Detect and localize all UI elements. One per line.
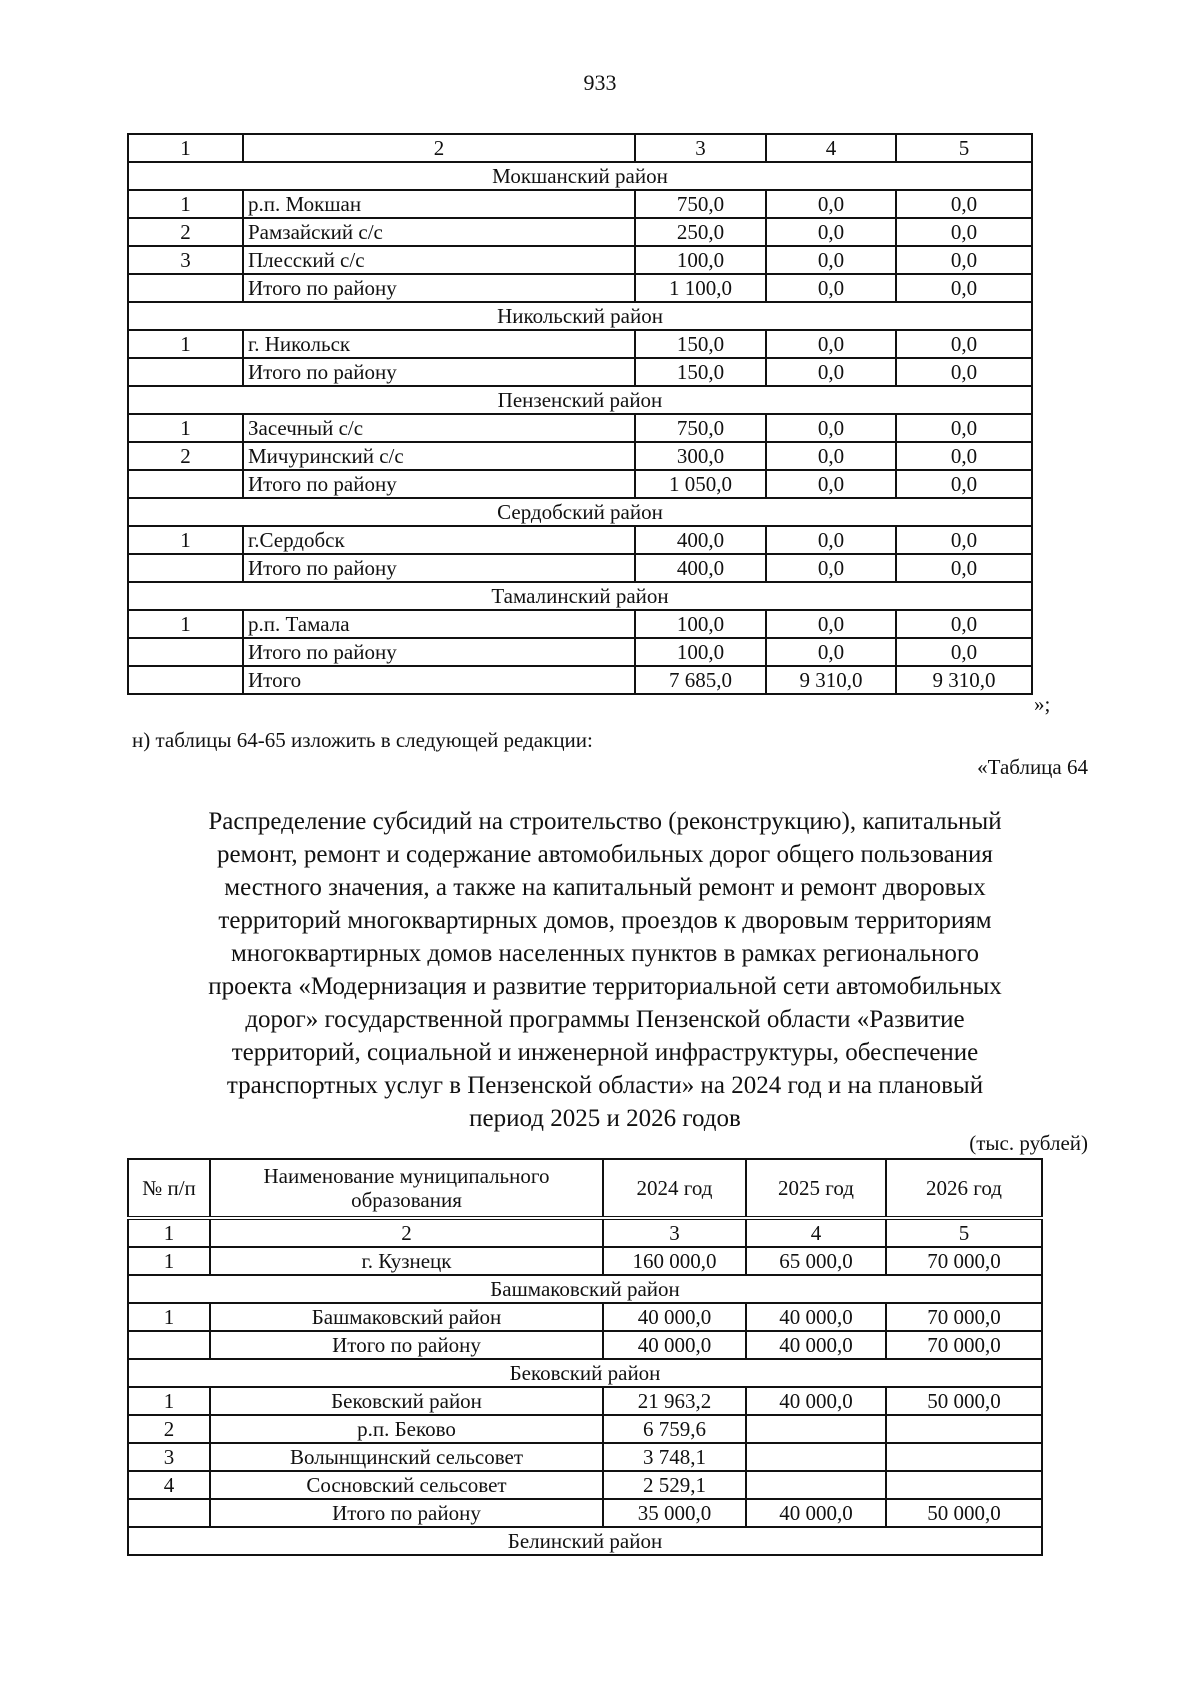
- row-number-cell: [128, 358, 243, 386]
- table-row: [128, 442, 1032, 470]
- table-row: [128, 1499, 1042, 1527]
- table-row: [128, 1387, 1042, 1415]
- row-number-cell: 2: [128, 442, 243, 470]
- municipality-cell: Итого по району: [243, 274, 635, 302]
- value-cell-2024: 400,0: [635, 526, 766, 554]
- value-cell-2026: [886, 1415, 1042, 1443]
- title-line: дорог» государственной программы Пензенской области «Развитие: [245, 1006, 965, 1033]
- value-cell-2024: 100,0: [635, 638, 766, 666]
- row-number-cell: [128, 274, 243, 302]
- municipality-cell: Итого по району: [210, 1331, 603, 1359]
- region-row: [128, 582, 1032, 610]
- value-cell-2025: 40 000,0: [746, 1303, 886, 1331]
- column-header-cell: Наименование муниципального образования: [210, 1159, 603, 1218]
- municipality-cell: Засечный с/с: [243, 414, 635, 442]
- row-number-cell: 1: [128, 610, 243, 638]
- value-cell-2025: 0,0: [766, 218, 896, 246]
- table-row: [128, 638, 1032, 666]
- table-64: [127, 1158, 1043, 1556]
- row-number-cell: 3: [128, 1443, 210, 1471]
- header-row: [128, 134, 1032, 162]
- value-cell-2025: 40 000,0: [746, 1331, 886, 1359]
- value-cell-2024: 1 050,0: [635, 470, 766, 498]
- municipality-cell: Итого по району: [210, 1499, 603, 1527]
- region-heading: Тамалинский район: [128, 582, 1032, 610]
- region-heading: Сердобский район: [128, 498, 1032, 526]
- table-row: [128, 610, 1032, 638]
- value-cell-2026: 0,0: [896, 414, 1032, 442]
- value-cell-2025: 0,0: [766, 330, 896, 358]
- region-heading: Башмаковский район: [128, 1275, 1042, 1303]
- municipality-cell: г. Никольск: [243, 330, 635, 358]
- row-number-cell: 3: [128, 246, 243, 274]
- value-cell-2026: 0,0: [896, 638, 1032, 666]
- value-cell-2025: 40 000,0: [746, 1387, 886, 1415]
- title-line: территорий многоквартирных домов, проездов к дворовым территориям: [218, 907, 992, 934]
- region-heading: Бековский район: [128, 1359, 1042, 1387]
- municipality-cell: Волынщинский сельсовет: [210, 1443, 603, 1471]
- value-cell-2025: 0,0: [766, 610, 896, 638]
- title-line: проекта «Модернизация и развитие территориальной сети автомобильных: [208, 973, 1002, 1000]
- value-cell-2024: 160 000,0: [603, 1247, 746, 1275]
- total-label-cell: Итого: [243, 666, 635, 694]
- value-cell-2025: 0,0: [766, 190, 896, 218]
- row-number-cell: 1: [128, 414, 243, 442]
- column-header-cell: 2024 год: [603, 1159, 746, 1218]
- municipality-cell: г. Кузнецк: [210, 1247, 603, 1275]
- column-number-cell: 1: [128, 1218, 210, 1247]
- column-header-cell: № п/п: [128, 1159, 210, 1218]
- value-cell-2024: 35 000,0: [603, 1499, 746, 1527]
- municipality-cell: Итого по району: [243, 358, 635, 386]
- region-heading: Мокшанский район: [128, 162, 1032, 190]
- value-cell-2025: 0,0: [766, 638, 896, 666]
- column-number-cell: 5: [896, 134, 1032, 162]
- value-cell-2026: 70 000,0: [886, 1303, 1042, 1331]
- value-cell-2024: 100,0: [635, 610, 766, 638]
- table-row: [128, 274, 1032, 302]
- closing-quote: »;: [1034, 692, 1051, 716]
- table-row: [128, 190, 1032, 218]
- value-cell-2026: 0,0: [896, 190, 1032, 218]
- municipality-cell: Бековский район: [210, 1387, 603, 1415]
- row-number-cell: 1: [128, 1303, 210, 1331]
- total-cell-2024: 7 685,0: [635, 666, 766, 694]
- region-row: [128, 1275, 1042, 1303]
- value-cell-2025: 0,0: [766, 246, 896, 274]
- value-cell-2026: 0,0: [896, 330, 1032, 358]
- value-cell-2024: 750,0: [635, 190, 766, 218]
- column-number-cell: 3: [635, 134, 766, 162]
- region-heading: Белинский район: [128, 1527, 1042, 1555]
- column-number-cell: 3: [603, 1218, 746, 1247]
- table-row: [128, 1415, 1042, 1443]
- value-cell-2025: [746, 1415, 886, 1443]
- column-number-cell: 4: [746, 1218, 886, 1247]
- row-number-cell: 1: [128, 526, 243, 554]
- value-cell-2024: 300,0: [635, 442, 766, 470]
- municipality-cell: Итого по району: [243, 554, 635, 582]
- value-cell-2026: 0,0: [896, 470, 1032, 498]
- total-row: [128, 666, 1032, 694]
- header-row: [128, 1159, 1042, 1218]
- value-cell-2026: 0,0: [896, 442, 1032, 470]
- column-number-cell: 5: [886, 1218, 1042, 1247]
- value-cell-2024: 6 759,6: [603, 1415, 746, 1443]
- value-cell-2024: 2 529,1: [603, 1471, 746, 1499]
- value-cell-2024: 40 000,0: [603, 1303, 746, 1331]
- region-row: [128, 1359, 1042, 1387]
- table-row: [128, 1331, 1042, 1359]
- row-number-cell: 1: [128, 190, 243, 218]
- table-row: [128, 1247, 1042, 1275]
- region-heading: Пензенский район: [128, 386, 1032, 414]
- value-cell-2025: 65 000,0: [746, 1247, 886, 1275]
- value-cell-2025: 0,0: [766, 470, 896, 498]
- title-line: многоквартирных домов населенных пунктов в рамках регионального: [230, 940, 980, 967]
- value-cell-2025: 0,0: [766, 274, 896, 302]
- table-continuation: [127, 133, 1033, 695]
- municipality-cell: Итого по району: [243, 638, 635, 666]
- value-cell-2025: 40 000,0: [746, 1499, 886, 1527]
- municipality-cell: Башмаковский район: [210, 1303, 603, 1331]
- value-cell-2024: 750,0: [635, 414, 766, 442]
- table-label: «Таблица 64: [977, 755, 1088, 779]
- municipality-cell: Сосновский сельсовет: [210, 1471, 603, 1499]
- row-number-cell: [128, 1499, 210, 1527]
- value-cell-2025: 0,0: [766, 442, 896, 470]
- value-cell-2024: 21 963,2: [603, 1387, 746, 1415]
- row-number-cell: 1: [128, 1387, 210, 1415]
- column-number-cell: 1: [128, 134, 243, 162]
- title-line: период 2025 и 2026 годов: [469, 1105, 741, 1132]
- municipality-cell: р.п. Беково: [210, 1415, 603, 1443]
- value-cell-2024: 3 748,1: [603, 1443, 746, 1471]
- value-cell-2024: 1 100,0: [635, 274, 766, 302]
- region-row: [128, 162, 1032, 190]
- value-cell-2024: 40 000,0: [603, 1331, 746, 1359]
- value-cell-2026: 50 000,0: [886, 1387, 1042, 1415]
- value-cell-2026: 50 000,0: [886, 1499, 1042, 1527]
- region-row: [128, 498, 1032, 526]
- column-number-cell: 2: [243, 134, 635, 162]
- value-cell-2026: 0,0: [896, 526, 1032, 554]
- total-cell-2025: 9 310,0: [766, 666, 896, 694]
- municipality-cell: р.п. Тамала: [243, 610, 635, 638]
- value-cell-2025: [746, 1471, 886, 1499]
- table-row: [128, 470, 1032, 498]
- title-line: местного значения, а также на капитальный ремонт и ремонт дворовых: [224, 874, 986, 901]
- table-row: [128, 1443, 1042, 1471]
- table-row: [128, 414, 1032, 442]
- value-cell-2026: 0,0: [896, 218, 1032, 246]
- value-cell-2026: 0,0: [896, 274, 1032, 302]
- column-number-cell: 4: [766, 134, 896, 162]
- title-line: транспортных услуг в Пензенской области» на 2024 год и на плановый: [226, 1072, 984, 1099]
- table-row: [128, 358, 1032, 386]
- value-cell-2024: 100,0: [635, 246, 766, 274]
- municipality-cell: Рамзайский с/с: [243, 218, 635, 246]
- value-cell-2026: 0,0: [896, 610, 1032, 638]
- table-row: [128, 246, 1032, 274]
- municipality-cell: Плесский с/с: [243, 246, 635, 274]
- row-number-cell: 1: [128, 1247, 210, 1275]
- table-row: [128, 1303, 1042, 1331]
- value-cell-2025: 0,0: [766, 554, 896, 582]
- municipality-cell: г.Сердобск: [243, 526, 635, 554]
- title-line: ремонт, ремонт и содержание автомобильных дорог общего пользования: [217, 841, 993, 868]
- row-number-cell: [128, 554, 243, 582]
- column-header-cell: 2025 год: [746, 1159, 886, 1218]
- value-cell-2026: 70 000,0: [886, 1247, 1042, 1275]
- row-number-cell: [128, 666, 243, 694]
- row-number-cell: 2: [128, 218, 243, 246]
- value-cell-2024: 400,0: [635, 554, 766, 582]
- region-row: [128, 386, 1032, 414]
- row-number-cell: [128, 1331, 210, 1359]
- row-number-cell: 2: [128, 1415, 210, 1443]
- value-cell-2026: 0,0: [896, 246, 1032, 274]
- value-cell-2025: 0,0: [766, 358, 896, 386]
- column-header-cell: 2026 год: [886, 1159, 1042, 1218]
- column-number-row: [128, 1218, 1042, 1247]
- title-line: территорий, социальной и инженерной инфраструктуры, обеспечение: [231, 1039, 979, 1066]
- table-row: [128, 526, 1032, 554]
- value-cell-2026: 0,0: [896, 358, 1032, 386]
- municipality-cell: Итого по району: [243, 470, 635, 498]
- value-cell-2026: [886, 1471, 1042, 1499]
- amendment-note: н) таблицы 64-65 изложить в следующей редакции:: [132, 728, 593, 752]
- value-cell-2024: 150,0: [635, 358, 766, 386]
- column-number-cell: 2: [210, 1218, 603, 1247]
- value-cell-2025: 0,0: [766, 414, 896, 442]
- value-cell-2026: 0,0: [896, 554, 1032, 582]
- table-title: [130, 805, 1080, 1135]
- value-cell-2024: 150,0: [635, 330, 766, 358]
- municipality-cell: р.п. Мокшан: [243, 190, 635, 218]
- table-row: [128, 330, 1032, 358]
- value-cell-2025: 0,0: [766, 526, 896, 554]
- region-row: [128, 1527, 1042, 1555]
- title-line: Распределение субсидий на строительство (реконструкцию), капитальный: [208, 808, 1002, 835]
- value-cell-2026: [886, 1443, 1042, 1471]
- value-cell-2024: 250,0: [635, 218, 766, 246]
- municipality-cell: Мичуринский с/с: [243, 442, 635, 470]
- table-row: [128, 1471, 1042, 1499]
- region-row: [128, 302, 1032, 330]
- region-heading: Никольский район: [128, 302, 1032, 330]
- row-number-cell: [128, 638, 243, 666]
- page-number: 933: [583, 70, 617, 95]
- total-cell-2026: 9 310,0: [896, 666, 1032, 694]
- value-cell-2025: [746, 1443, 886, 1471]
- row-number-cell: [128, 470, 243, 498]
- row-number-cell: 1: [128, 330, 243, 358]
- value-cell-2026: 70 000,0: [886, 1331, 1042, 1359]
- table-row: [128, 218, 1032, 246]
- units-label: (тыс. рублей): [969, 1131, 1088, 1155]
- table-row: [128, 554, 1032, 582]
- row-number-cell: 4: [128, 1471, 210, 1499]
